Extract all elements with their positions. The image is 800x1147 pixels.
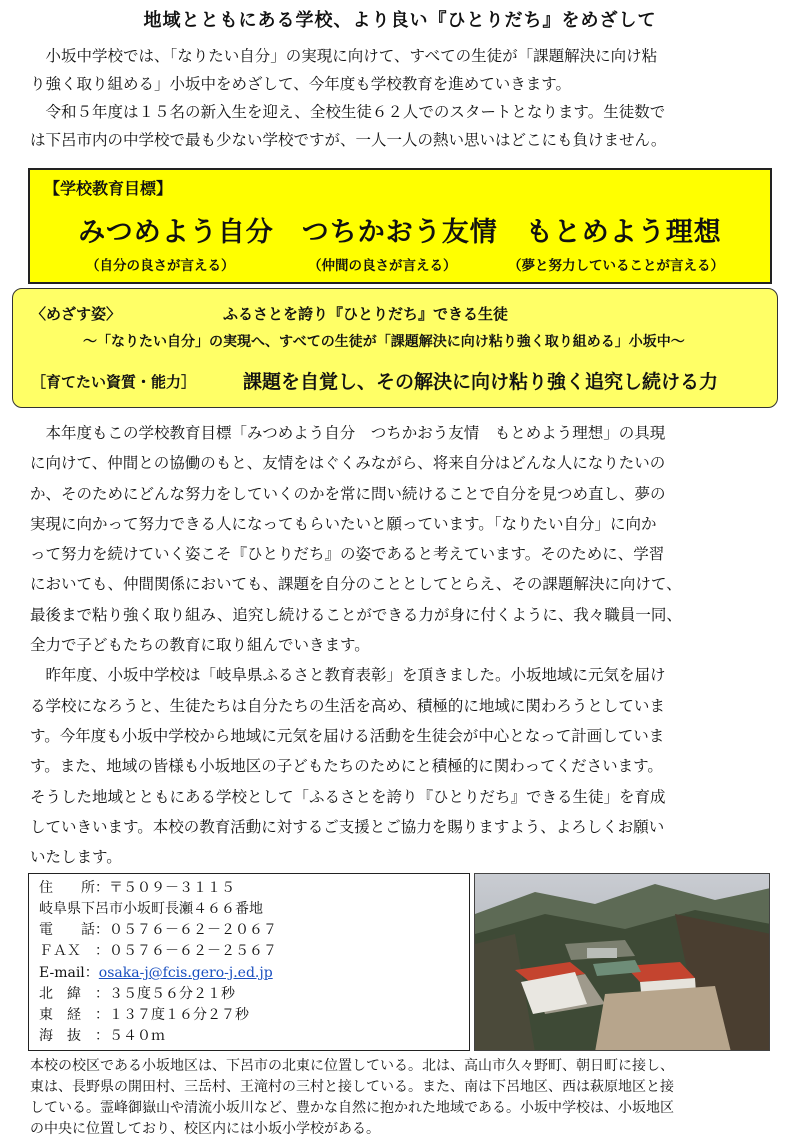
ability-text: 課題を自覚し、その解決に向け粘り強く追究し続ける力 xyxy=(243,371,719,393)
intro-line: 令和５年度は１５名の新入生を迎え、全校生徒６２人でのスタートとなります。生徒数で xyxy=(30,103,666,121)
ability-label: ［育てたい資質・能力］ xyxy=(31,373,197,391)
school-goal-box xyxy=(28,168,772,284)
body-line: そうした地域とともにある学校として「ふるさとを誇り『ひとりだち』できる生徒」を育成 xyxy=(30,787,666,806)
info-fax: ＦＡＸ ：０５７６－６２－２５６７ xyxy=(39,943,277,959)
info-tel: 電 話：０５７６－６２－２０６７ xyxy=(39,922,277,938)
body-line: す。今年度も小坂中学校から地域に元気を届ける活動を生徒会が中心となって計画していま xyxy=(30,726,665,745)
intro-line: は下呂市内の中学校で最も少ない学校ですが、一人一人の熱い思いはどこにも負けません。 xyxy=(30,131,667,149)
goal-sub-friend: （仲間の良さが言える） xyxy=(308,258,457,274)
email-link[interactable]: osaka-j@fcis.gero-j.ed.jp xyxy=(98,965,273,981)
footer-line: 東は、長野県の開田村、三岳村、王滝村の三村と接している。また、南は下呂地区、西は萩原地区と接 xyxy=(30,1079,674,1095)
goal-sub-dream: （夢と努力していることが言える） xyxy=(508,258,724,274)
aim-subtitle: ～「なりたい自分」の実現へ、すべての生徒が「課題解決に向け粘り強く取り組める」小坂中～ xyxy=(83,334,685,350)
goal-motto: みつめよう自分 つちかおう友情 もとめよう理想 xyxy=(78,217,722,248)
intro-line: 小坂中学校では、「なりたい自分」の実現に向けて、すべての生徒が「課題解決に向け粘 xyxy=(30,47,658,65)
body-line: いたします。 xyxy=(30,848,122,867)
body-line: か、そのためにどんな努力をしていくのかを常に問い続けることで自分を見つめ直し、夢の xyxy=(30,484,666,503)
district-description xyxy=(30,1056,775,1140)
body-line: 本年度もこの学校教育目標「みつめよう自分 つちかおう友情 もとめよう理想」の具現 xyxy=(30,424,666,442)
body-line: していきいます。本校の教育活動に対するご支援とご協力を賜りますよう、よろしくお願い xyxy=(30,817,665,836)
info-address-label: 住 所：〒５０９－３１１５ xyxy=(39,880,235,896)
body-line: 最後まで粘り強く取り組み、追究し続けることができる力が身に付くように、我々職員一同、 xyxy=(30,605,682,624)
aim-goal: ふるさとを誇り『ひとりだち』できる生徒 xyxy=(223,305,509,323)
body-line: においても、仲間関係においても、課題を自分のこととしてとらえ、その課題解決に向けて、 xyxy=(30,575,682,594)
info-latitude: 北 緯 ：３５度５６分２１秒 xyxy=(39,986,235,1002)
goal-label: 【学校教育目標】 xyxy=(44,179,173,198)
intro-paragraph xyxy=(30,42,775,154)
footer-line: している。霊峰御嶽山や清流小坂川など、豊かな自然に抱かれた地域である。小坂中学校は、小坂地区 xyxy=(30,1100,674,1116)
info-address: 岐阜県下呂市小坂町長瀬４６６番地 xyxy=(39,901,263,917)
body-line: 実現に向かって努力できる人になってもらいたいと願っています。「なりたい自分」に向か xyxy=(30,514,657,533)
body-line: 全力で子どもたちの教育に取り組んでいきます。 xyxy=(30,636,370,655)
info-altitude: 海 抜 ：５４０ｍ xyxy=(39,1028,165,1044)
footer-line: の中央に位置しており、校区内には小坂小学校がある。 xyxy=(30,1121,380,1137)
body-line: す。また、地域の皆様も小坂地区の子どもたちのためにと積極的に関わってくださいます。 xyxy=(30,757,663,776)
intro-line: り強く取り組める」小坂中をめざして、今年度も学校教育を進めていきます。 xyxy=(30,75,571,93)
aim-label: 〈めざす姿〉 xyxy=(31,305,122,323)
school-info-box xyxy=(28,873,470,1051)
aim-box xyxy=(12,288,778,408)
info-email-row xyxy=(39,962,273,982)
body-line: 昨年度、小坂中学校は「岐阜県ふるさと教育表彰」を頂きました。小坂地域に元気を届け xyxy=(30,666,666,685)
body-line: って努力を続けていく姿こそ『ひとりだち』の姿であると考えています。そのために、学習 xyxy=(30,545,665,564)
school-aerial-photo xyxy=(474,873,770,1051)
footer-line: 本校の校区である小坂地区は、下呂市の北東に位置している。北は、高山市久々野町、朝日町に接し、 xyxy=(30,1058,674,1074)
body-line: に向けて、仲間との協働のもと、友情をはぐくみながら、将来自分はどんな人になりたいの xyxy=(30,454,666,473)
body-paragraph xyxy=(30,418,775,872)
goal-sub-self: （自分の良さが言える） xyxy=(86,258,235,274)
aerial-photo-drawing xyxy=(475,874,770,1051)
info-email-label: E-mail： xyxy=(39,965,99,981)
body-line: る学校になろうと、生徒たちは自分たちの生活を高め、積極的に地域に関わろうとしていま xyxy=(30,696,665,715)
page-title: 地域とともにある学校、より良い『ひとりだち』をめざして xyxy=(143,10,657,31)
info-longitude: 東 経 ：１３７度１６分２７秒 xyxy=(39,1007,249,1023)
